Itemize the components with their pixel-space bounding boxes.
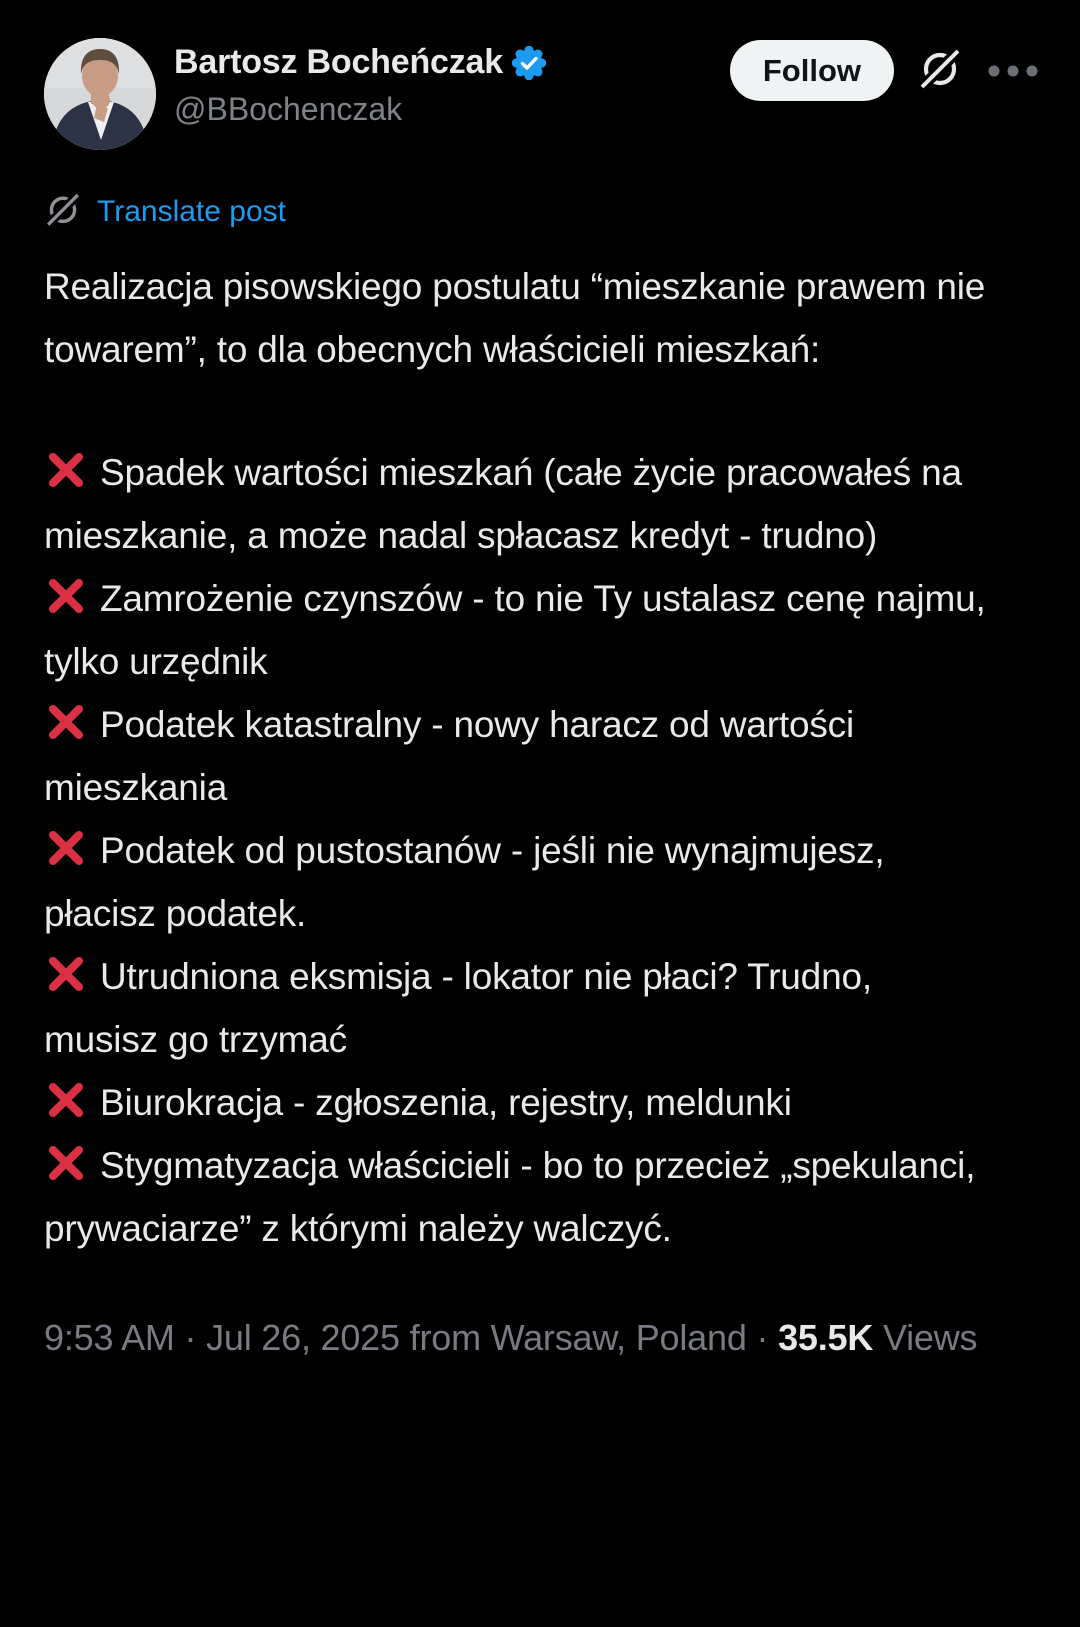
grok-icon[interactable] — [917, 45, 963, 96]
timestamp: 9:53 AM · Jul 26, 2025 — [44, 1317, 400, 1358]
location-link[interactable]: from Warsaw, Poland — [409, 1317, 747, 1358]
header-actions — [730, 38, 1038, 101]
translate-post-link[interactable] — [44, 190, 286, 233]
cross-mark-icon — [44, 1078, 88, 1122]
cross-mark-icon — [44, 700, 88, 744]
cross-mark-icon — [44, 952, 88, 996]
grok-translate-icon — [44, 190, 82, 233]
bullet-text: Stygmatyzacja właścicieli - bo to przecież „spekulanci, prywaciarze” z którymi należy walczyć. — [44, 1145, 976, 1249]
identity-block — [174, 38, 546, 128]
tweet-bullet — [44, 441, 992, 567]
translate-post-label: Translate post — [97, 194, 286, 228]
bullet-text: Podatek od pustostanów - jeśli nie wynajmujesz, płacisz podatek. — [44, 830, 885, 934]
tweet-text — [44, 255, 992, 1260]
avatar-photo — [44, 38, 156, 150]
tweet-bullet — [44, 567, 992, 693]
cross-mark-icon — [44, 1141, 88, 1185]
bullet-text: Utrudniona eksmisja - lokator nie płaci? Trudno, musisz go trzymać — [44, 956, 872, 1060]
tweet-bullet — [44, 819, 992, 945]
tweet-intro: Realizacja pisowskiego postulatu “mieszkanie prawem nie towarem”, to dla obecnych właścicieli mieszkań: — [44, 266, 986, 370]
tweet-bullet — [44, 693, 992, 819]
cross-mark-icon — [44, 574, 88, 618]
tweet-bullet — [44, 945, 992, 1071]
user-handle[interactable]: @BBochenczak — [174, 91, 403, 127]
cross-mark-icon — [44, 448, 88, 492]
name-row — [174, 43, 546, 82]
views-count: 35.5K — [778, 1317, 874, 1358]
verified-badge-icon — [512, 46, 546, 80]
views-label: Views — [882, 1317, 978, 1358]
display-name[interactable]: Bartosz Bocheńczak — [174, 43, 503, 81]
cross-mark-icon — [44, 826, 88, 870]
more-options-icon[interactable] — [988, 64, 1038, 82]
bullet-text: Podatek katastralny - nowy haracz od wartości mieszkania — [44, 704, 854, 808]
tweet-bullet — [44, 1134, 992, 1260]
bullet-text: Zamrożenie czynszów - to nie Ty ustalasz cenę najmu, tylko urzędnik — [44, 578, 986, 682]
avatar[interactable] — [44, 38, 156, 150]
tweet-meta — [44, 1310, 984, 1366]
bullet-text: Biurokracja - zgłoszenia, rejestry, meldunki — [100, 1082, 792, 1123]
bullet-text: Spadek wartości mieszkań (całe życie pracowałeś na mieszkanie, a może nadal spłacasz kredyt - trudno) — [44, 452, 962, 556]
follow-button[interactable]: Follow — [730, 40, 894, 101]
tweet-header — [44, 38, 1038, 150]
tweet-bullet — [44, 1071, 992, 1134]
meta-separator: · — [756, 1317, 769, 1358]
